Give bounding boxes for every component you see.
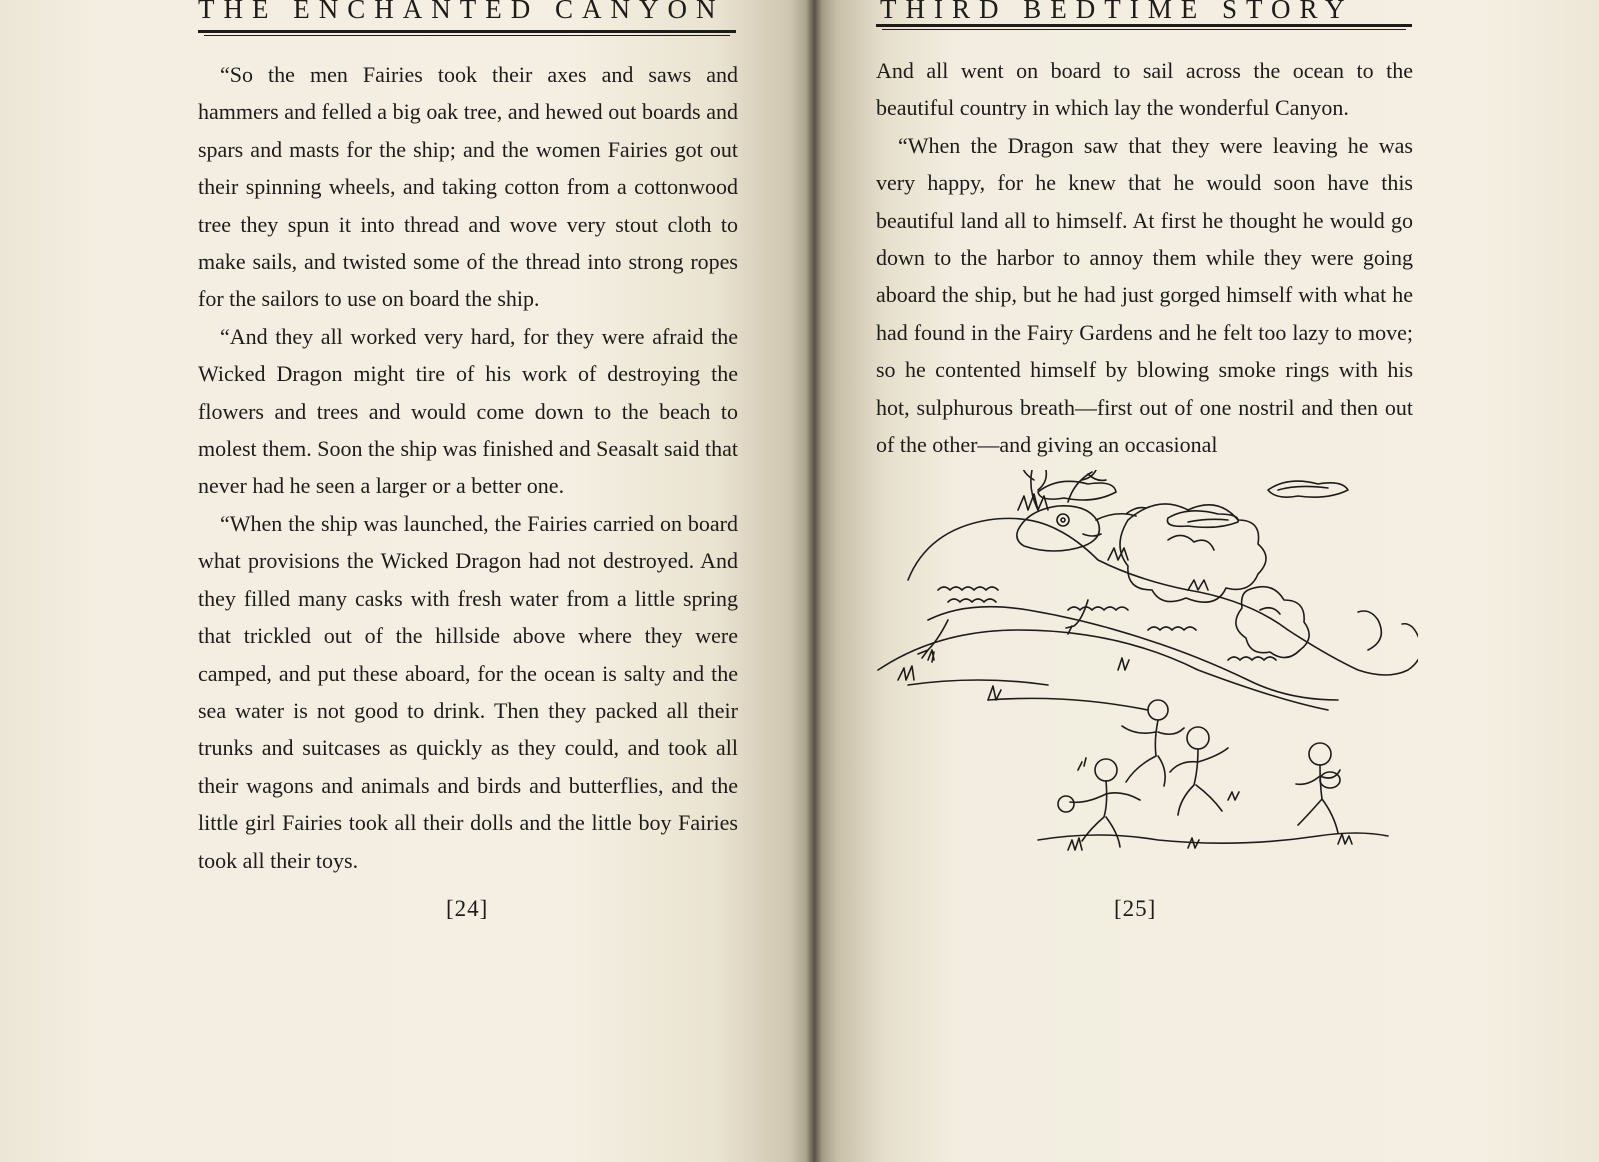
- right-running-head: THIRD BEDTIME STORY: [880, 0, 1354, 24]
- book-gutter: [806, 0, 822, 1162]
- right-header-rule: [876, 24, 1412, 27]
- left-running-head: THE ENCHANTED CANYON: [198, 0, 725, 24]
- right-text-block: [876, 52, 1413, 463]
- right-paragraph: And all went on board to sail across the ocean to the beautiful country in which lay the wonderful Canyon.: [876, 58, 1413, 121]
- right-page-number: [25]: [1114, 896, 1157, 921]
- left-paragraph: “So the men Fairies took their axes and saws and hammers and felled a big oak tree, and hewed out boards and spars and masts for the ship; and the women Fairies got out their spinning wheels, and taking cotton from a cottonwood tree they spun it into thread and wove very stout cloth to make sails, and twisted some of the thread into strong ropes for the sailors to use on board the ship.: [198, 62, 738, 312]
- left-paragraph: “And they all worked very hard, for they were afraid the Wicked Dragon might tire of his work of destroying the flowers and trees and would come down to the beach to molest them. Soon the ship was finished and Seasalt said that never had he seen a larger or a better one.: [198, 323, 738, 499]
- right-page: [814, 0, 1599, 1162]
- left-paragraph: “When the ship was launched, the Fairies carried on board what provisions the Wicked Dragon had not destroyed. And they filled many casks with fresh water from a little spring that trickled out of the hillside above where they were camped, and put these aboard, for the ocean is salty and the sea water is not good to drink. Then they packed all their trunks and suitcases as quickly as they could, and took all their wagons and animals and birds and butterflies, and the little girl Fairies took all their dolls and the little boy Fairies took all their toys.: [198, 510, 738, 873]
- left-page-number: [24]: [446, 896, 489, 921]
- dragon-and-fairies-illustration-icon: [868, 470, 1418, 890]
- left-text-block: [198, 56, 738, 879]
- right-paragraph: “When the Dragon saw that they were leaving he was very happy, for he knew that he would soon have this beautiful land all to himself. At first he thought he would go down to the harbor to annoy them while they were going aboard the ship, but he had just gorged himself with what he had found in the Fairy Gardens and he felt too lazy to move; so he contented himself by blowing smoke rings with his hot, sulphurous breath—first out of one nostril and then out of the other—and giving an occasional: [876, 132, 1413, 458]
- left-header-rule: [198, 30, 736, 33]
